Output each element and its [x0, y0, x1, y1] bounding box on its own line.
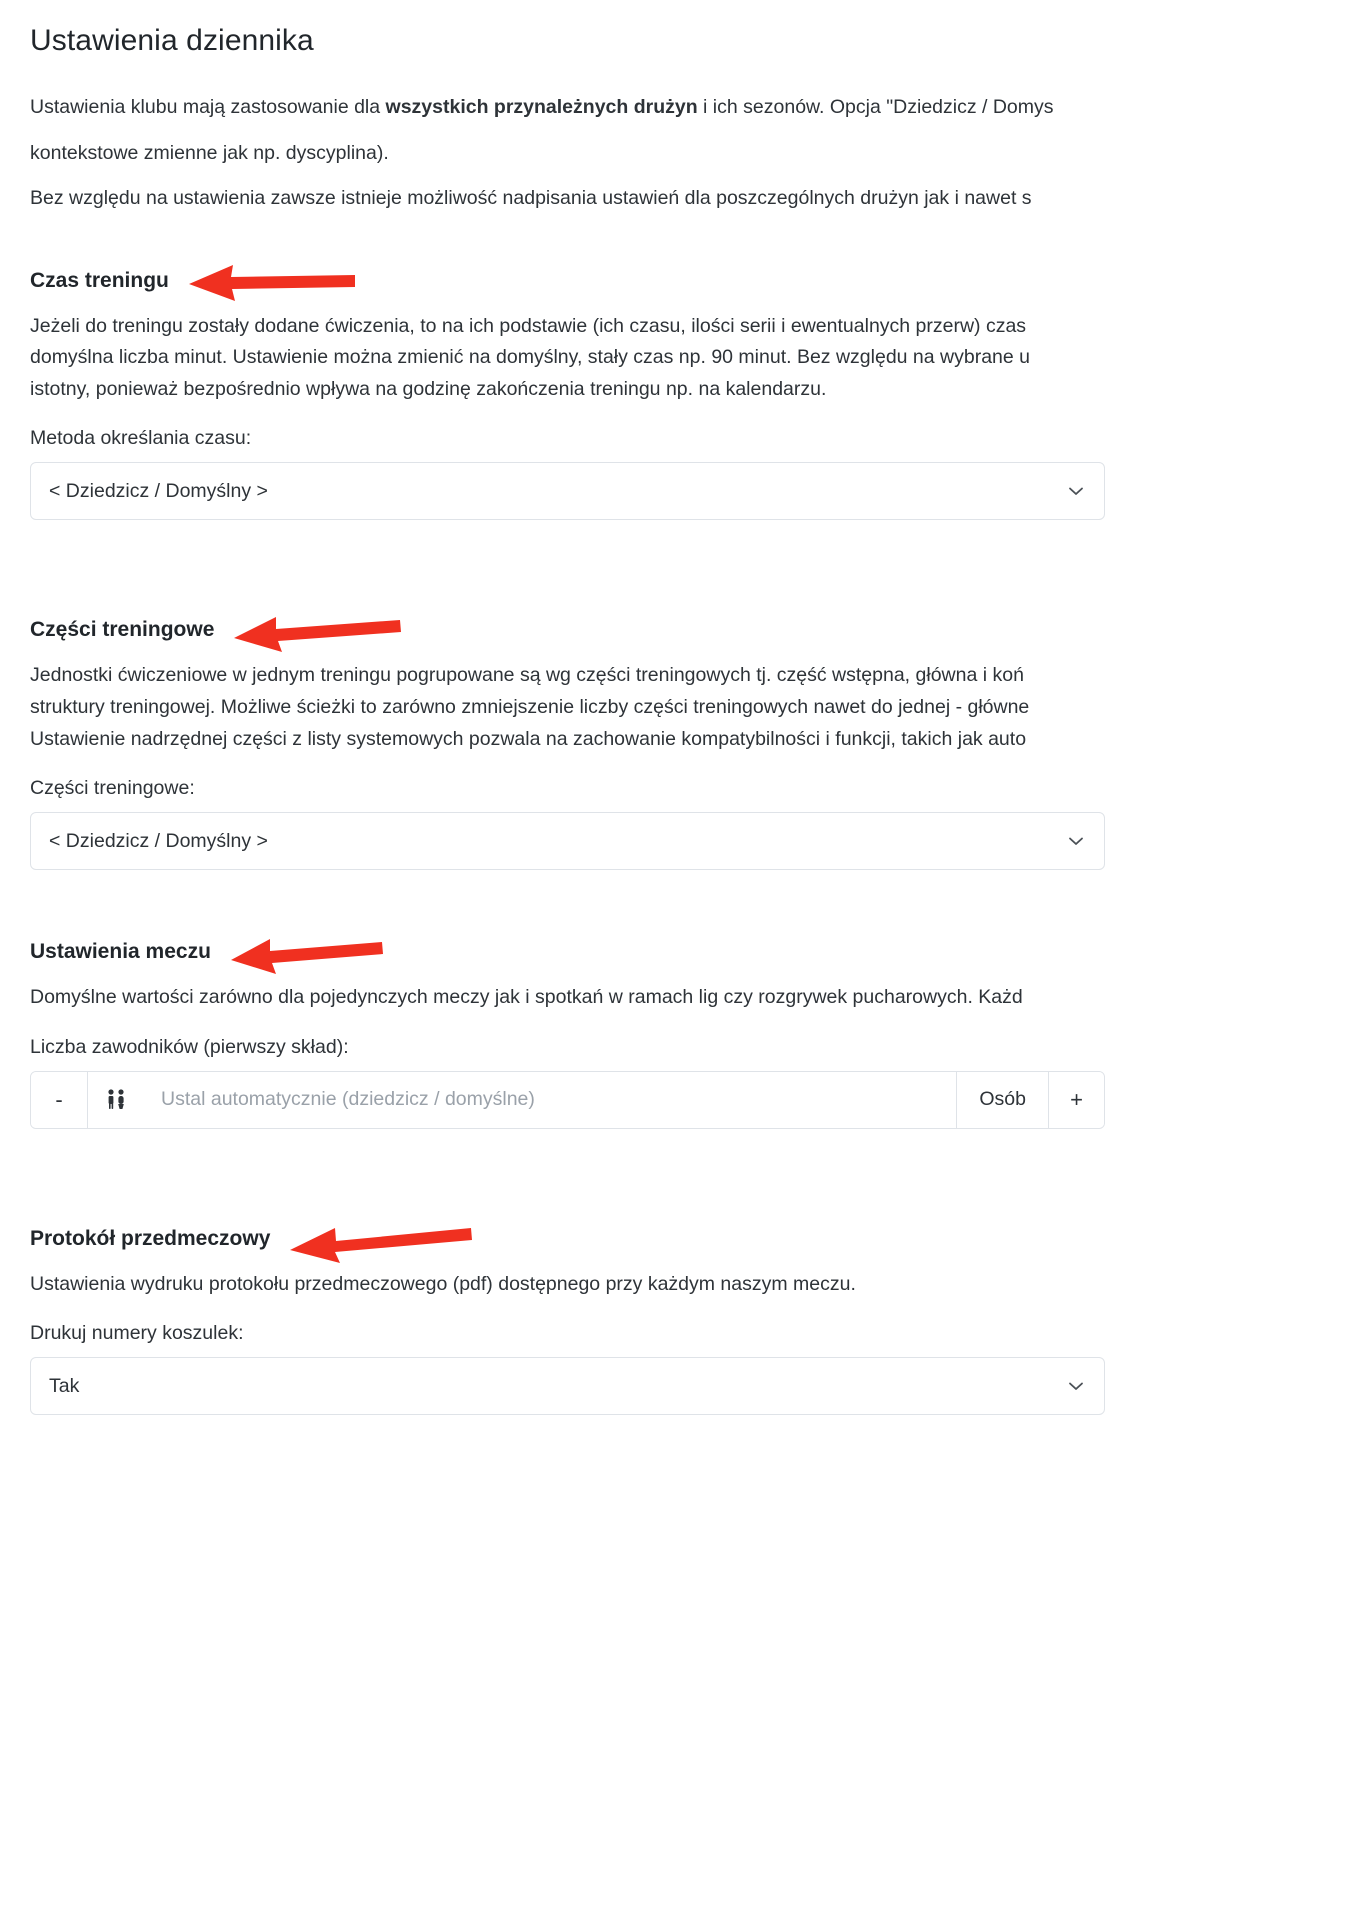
label-training-parts: Części treningowe:: [30, 777, 195, 800]
training-parts-desc-line1: Jednostki ćwiczeniowe w jednym treningu pogrupowane są wg części treningowych tj. część wstępna, główna i koń: [30, 664, 1024, 687]
section-title-prematch-protocol: Protokół przedmeczowy: [30, 1226, 271, 1250]
red-arrow-annotation-prematch-protocol: [284, 1219, 474, 1259]
training-parts-desc-line3: Ustawienie nadrzędnej części z listy systemowych pozwala na zachowanie kompatybilności i funkcji, takich jak auto: [30, 727, 1027, 750]
section-header-training-parts: [30, 578, 1358, 660]
intro-text-after: i ich sezonów. Opcja "Dziedzicz / Domys: [697, 96, 1054, 118]
section-title-training-parts: Części treningowe: [30, 618, 215, 642]
section-header-training-time: [30, 229, 1358, 311]
prematch-protocol-desc-line1: Ustawienia wydruku protokołu przedmeczowego (pdf) dostępnego przy każdym naszym meczu.: [30, 1272, 856, 1295]
intro-paragraph-1-line2: kontekstowe zmienne jak np. dyscyplina).: [30, 141, 389, 164]
training-time-desc-line2: domyślna liczba minut. Ustawienie można zmienić na domyślny, stały czas np. 90 minut. Bez względu na wybrane u: [30, 346, 1031, 369]
spacer-2: [30, 870, 1358, 900]
label-print-shirt-numbers: Drukuj numery koszulek:: [30, 1322, 244, 1345]
red-arrow-annotation-training-parts: [228, 610, 403, 650]
select-training-time-method[interactable]: [30, 462, 1105, 520]
select-training-parts-value: < Dziedzicz / Domyślny >: [49, 829, 268, 852]
people-icon: [87, 1072, 143, 1128]
stepper-match-players-count[interactable]: [30, 1071, 1105, 1129]
training-parts-desc-line2: struktury treningowej. Możliwe ścieżki to zarówno zmniejszenie liczby części treningowych nawet do jednej - główne: [30, 696, 1030, 719]
label-training-time-method: Metoda określania czasu:: [30, 427, 252, 450]
chevron-down-icon: [1066, 1376, 1086, 1396]
red-arrow-annotation-match-settings: [225, 932, 385, 972]
select-print-shirt-numbers-value: Tak: [49, 1374, 80, 1397]
spacer-3: [30, 1129, 1358, 1187]
section-title-training-time: Czas treningu: [30, 268, 169, 292]
page-title: Ustawienia dziennika: [30, 24, 314, 57]
stepper-increment-button[interactable]: +: [1048, 1072, 1104, 1128]
training-time-desc-line1: Jeżeli do treningu zostały dodane ćwiczenia, to na ich podstawie (ich czasu, ilości serii i ewentualnych przerw) czas: [30, 314, 1027, 337]
select-print-shirt-numbers[interactable]: [30, 1357, 1105, 1415]
training-time-desc-line3: istotny, ponieważ bezpośrednio wpływa na godzinę zakończenia treningu np. na kalendarzu.: [30, 377, 827, 400]
section-title-match-settings: Ustawienia meczu: [30, 940, 211, 964]
intro-paragraph-1: [30, 92, 1358, 124]
label-match-players-count: Liczba zawodników (pierwszy skład):: [30, 1035, 349, 1058]
select-training-time-method-value: < Dziedzicz / Domyślny >: [49, 479, 268, 502]
section-header-prematch-protocol: [30, 1187, 1358, 1269]
stepper-value-input[interactable]: [143, 1072, 956, 1128]
stepper-decrement-button[interactable]: -: [31, 1072, 87, 1128]
intro-text-bold: wszystkich przynależnych drużyn: [385, 96, 698, 118]
section-header-match-settings: [30, 900, 1358, 982]
match-settings-desc-line1: Domyślne wartości zarówno dla pojedynczych meczy jak i spotkań w ramach lig czy rozgrywek pucharowych. Każd: [30, 986, 1023, 1009]
red-arrow-annotation-training-time: [183, 261, 358, 301]
select-training-parts[interactable]: [30, 812, 1105, 870]
stepper-unit-label: Osób: [956, 1072, 1048, 1128]
intro-text-before: Ustawienia klubu mają zastosowanie dla: [30, 96, 386, 118]
chevron-down-icon: [1066, 831, 1086, 851]
intro-paragraph-2: Bez względu na ustawienia zawsze istnieje możliwość nadpisania ustawień dla poszczególnych drużyn jak i nawet s: [30, 187, 1032, 210]
chevron-down-icon: [1066, 481, 1086, 501]
spacer-1: [30, 520, 1358, 578]
